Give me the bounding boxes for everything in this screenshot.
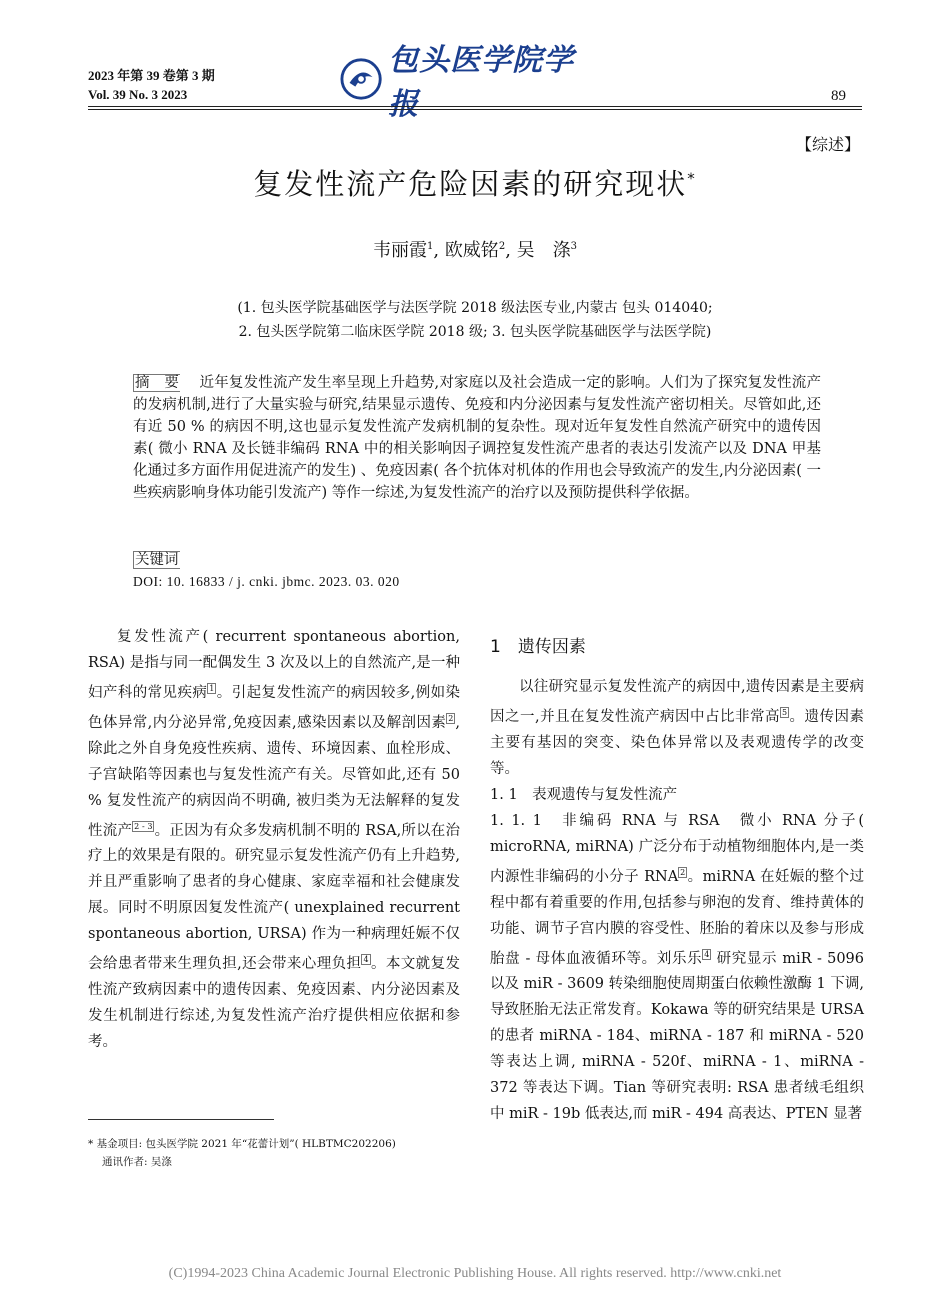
abstract-label: 摘 要 xyxy=(135,375,180,391)
corresponding-author: 通讯作者: 吴涤 xyxy=(102,1156,172,1168)
author-affiliation: 2 xyxy=(498,241,506,252)
abstract xyxy=(133,372,821,504)
affiliations xyxy=(160,296,790,344)
journal-logo xyxy=(340,43,596,122)
body-paragraph xyxy=(490,674,864,782)
footnote-rule xyxy=(88,1119,274,1120)
text-run: ,除此之外自身免疫性疾病、遗传、环境因素、血栓形成、子宫缺陷等因素也与复发性流产有关。尽管如此,还有 50 % 复发性流产的病因尚不明确, 被归类为无法解释的复发性流产 xyxy=(88,714,460,839)
author-name: 韦丽霞 xyxy=(372,240,427,261)
issue-en: Vol. 39 No. 3 2023 xyxy=(88,87,188,102)
citation[interactable]: 2 - 3 xyxy=(134,821,153,831)
text-run: 。正因为有众多发病机制不明的 RSA,所以在治疗上的效果是有限的。研究显示复发性流产仍有上升趋势,并且严重影响了患者的身心健康、家庭幸福和社会健康发展。同时不明原因复发性流产( unexplained recurrent spontaneous abortion, URSA) 作为一种病理妊娠不仅会给患者带来生理负担,还会带来心理负担 xyxy=(88,822,461,973)
citation[interactable]: 1 xyxy=(209,684,215,693)
title-text: 复发性流产危险因素的研究现状 xyxy=(253,167,688,201)
citation[interactable]: 5 xyxy=(781,708,788,717)
title-footnote-mark: * xyxy=(687,169,697,188)
keywords-label: 关键词 xyxy=(135,552,179,568)
issue-cn: 2023 年第 39 卷第 3 期 xyxy=(88,68,215,83)
text-run: 研究显示 miR - 5096 以及 miR - 3609 转染细胞使周期蛋白依赖性激酶 1 下调,导致胚胎无法正常发育。Kokawa 等的研究结果是 URSA 的患者 miRNA - 184、miRNA - 187 和 miRNA - 520 等表达上调, miRNA - 520f、miRNA - 1、miRNA - 372 等表达下调。Tian 等研究表明: RSA 患者绒毛组织中 miR - 19b 低表达,而 miR - 494 高表达、PTEN 显著 xyxy=(490,950,864,1123)
citation[interactable]: 4 xyxy=(704,949,710,959)
journal-logo-text: 包头医学院学报 xyxy=(388,43,575,122)
left-column xyxy=(88,624,460,1055)
header-rule xyxy=(88,106,862,107)
abstract-text: 近年复发性流产发生率呈现上升趋势,对家庭以及社会造成一定的影响。人们为了探究复发性流产的发病机制,进行了大量实验与研究,结果显示遗传、免疫和内分泌因素与复发性流产密切相关。尽管如此,还有近 50 % 的病因不明,这也显示复发性流产发病机制的复杂性。现对近年复发性自然流产研究中的遗传因素( 微小 RNA 及长链非编码 RNA 中的相关影响因子调控复发性流产患者的表达引发流产以及 DNA 甲基化通过多方面作用促进流产的发生) 、免疫因素( 各个抗体对机体的作用也会导致流产的发生,内分泌因素( 一些疾病影响身体功能引发流产) 等作一综述,为复发性流产的治疗以及预防提供科学依据。 xyxy=(133,375,821,501)
author-affiliation: 3 xyxy=(570,241,578,252)
text-run: 。miRNA 在妊娠的整个过程中都有着重要的作用,包括参与卵泡的发育、维持黄体的功能、调节子宫内膜的容受性、胚胎的着床以及参与形成胎盘 - 母体血液循环等。刘乐乐 xyxy=(490,868,865,967)
subsubsection-heading: 1. 1. 1 非编码 RNA 与 RSA xyxy=(490,812,720,829)
author-name: 欧威铭 xyxy=(444,240,499,261)
doi: DOI: 10. 16833 / j. cnki. jbmc. 2023. 03. 020 xyxy=(133,574,400,589)
text-run: 。本文就复发性流产致病因素中的遗传因素、免疫因素、内分泌因素及发生机制进行综述,为复发性流产治疗提供相应依据和参考。 xyxy=(88,956,461,1051)
text-run: 。遗传因素主要有基因的突变、染色体异常以及表观遗传学的改变等。 xyxy=(490,708,865,777)
journal-emblem-icon xyxy=(340,57,382,101)
header-rule-2 xyxy=(88,109,862,110)
text-run: 。引起复发性流产的病因较多,例如染色体异常,内分泌异常,免疫因素,感染因素以及解剖因素 xyxy=(88,684,461,731)
author-affiliation: 1 xyxy=(426,241,434,252)
copyright-notice: (C)1994-2023 China Academic Journal Electronic Publishing House. All rights reserved. http://www.cnki.net xyxy=(168,1266,782,1281)
text-run: 微小 RNA 分子( microRNA, miRNA) 广泛分布于动植物细胞体内,是一类内源性非编码的小分子 RNA xyxy=(490,812,864,885)
keywords xyxy=(133,548,180,569)
affiliation-line: (1. 包头医学院基础医学与法医学院 2018 级法医专业,内蒙古 包头 014040; xyxy=(237,300,713,316)
body-paragraph xyxy=(490,808,864,1128)
citation[interactable]: 4 xyxy=(363,955,369,965)
text-run: 复发性流产( recurrent spontaneous abortion, RSA) 是指与同一配偶发生 3 次及以上的自然流产,是一种妇产科的常见疾病 xyxy=(88,629,460,701)
section-heading: 1 遗传因素 xyxy=(490,637,586,657)
section-type: 【综述】 xyxy=(795,135,860,154)
citation[interactable]: 2 xyxy=(448,713,454,723)
fund-note: * 基金项目: 包头医学院 2021 年“花蕾计划”( HLBTMC202206) xyxy=(88,1138,396,1150)
intro-paragraph xyxy=(88,624,460,1055)
author-list: 韦丽霞$^1$, 欧威铭$^2$, 吴 涤$^3$ xyxy=(372,240,578,261)
text-run: 以往研究显示复发性流产的病因中,遗传因素是主要病因之一,并且在复发性流产病因中占比非常高 xyxy=(490,679,864,725)
affiliation-line: 2. 包头医学院第二临床医学院 2018 级; 3. 包头医学院基础医学与法医学院) xyxy=(238,324,712,340)
page-number: 89 xyxy=(831,88,846,104)
right-column xyxy=(490,634,864,1127)
footnote xyxy=(88,1135,396,1171)
issue-info xyxy=(88,66,215,104)
subsection-heading: 1. 1 表观遗传与复发性流产 xyxy=(490,786,678,803)
author-name: 吴 涤 xyxy=(516,240,571,261)
citation[interactable]: 2 xyxy=(680,867,686,877)
article-title xyxy=(0,162,950,203)
